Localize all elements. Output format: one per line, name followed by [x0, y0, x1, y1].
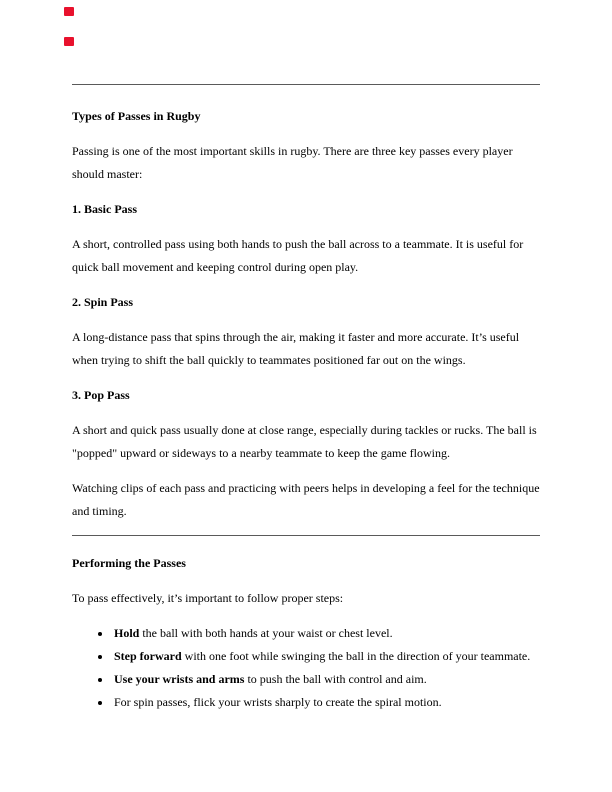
- step-text: For spin passes, flick your wrists sharply to create the spiral motion.: [114, 695, 442, 709]
- steps-list: [72, 622, 540, 714]
- section-heading: Performing the Passes: [72, 556, 186, 570]
- step-text: to push the ball with control and aim.: [244, 672, 427, 686]
- pass-title: 1. Basic Pass: [72, 202, 138, 216]
- pass-description: A short and quick pass usually done at close range, especially during tackles or rucks. The ball is "popped" upward or sideways to a nearby teammate to keep the game flowing.: [72, 423, 537, 460]
- list-item: [112, 691, 540, 714]
- step-bold-text: Use your wrists and arms: [114, 672, 245, 686]
- step-bold-text: Step forward: [114, 649, 182, 663]
- pass-description: A short, controlled pass using both hands to push the ball across to a teammate. It is useful for quick ball movement and keeping control during open play.: [72, 237, 524, 274]
- list-item: [112, 622, 540, 645]
- pass-description: A long-distance pass that spins through the air, making it faster and more accurate. It’s useful when trying to shift the ball quickly to teammates positioned far out on the wings.: [72, 330, 520, 367]
- pass-title: 3. Pop Pass: [72, 388, 130, 402]
- intro-paragraph: Passing is one of the most important skills in rugby. There are three key passes every player should master:: [72, 144, 513, 181]
- step-bold-text: Hold: [114, 626, 140, 640]
- red-marker-icon: [64, 37, 74, 46]
- red-marker-icon: [64, 7, 74, 16]
- horizontal-rule: [72, 84, 540, 85]
- list-item: [112, 645, 540, 668]
- pass-title: 2. Spin Pass: [72, 295, 134, 309]
- step-text: with one foot while swinging the ball in the direction of your teammate.: [181, 649, 531, 663]
- step-text: the ball with both hands at your waist or chest level.: [139, 626, 393, 640]
- section-heading: Types of Passes in Rugby: [72, 109, 201, 123]
- closing-paragraph: Watching clips of each pass and practicing with peers helps in developing a feel for the technique and timing.: [72, 481, 540, 518]
- intro-paragraph: To pass effectively, it’s important to follow proper steps:: [72, 591, 344, 605]
- list-item: [112, 668, 540, 691]
- horizontal-rule: [72, 535, 540, 536]
